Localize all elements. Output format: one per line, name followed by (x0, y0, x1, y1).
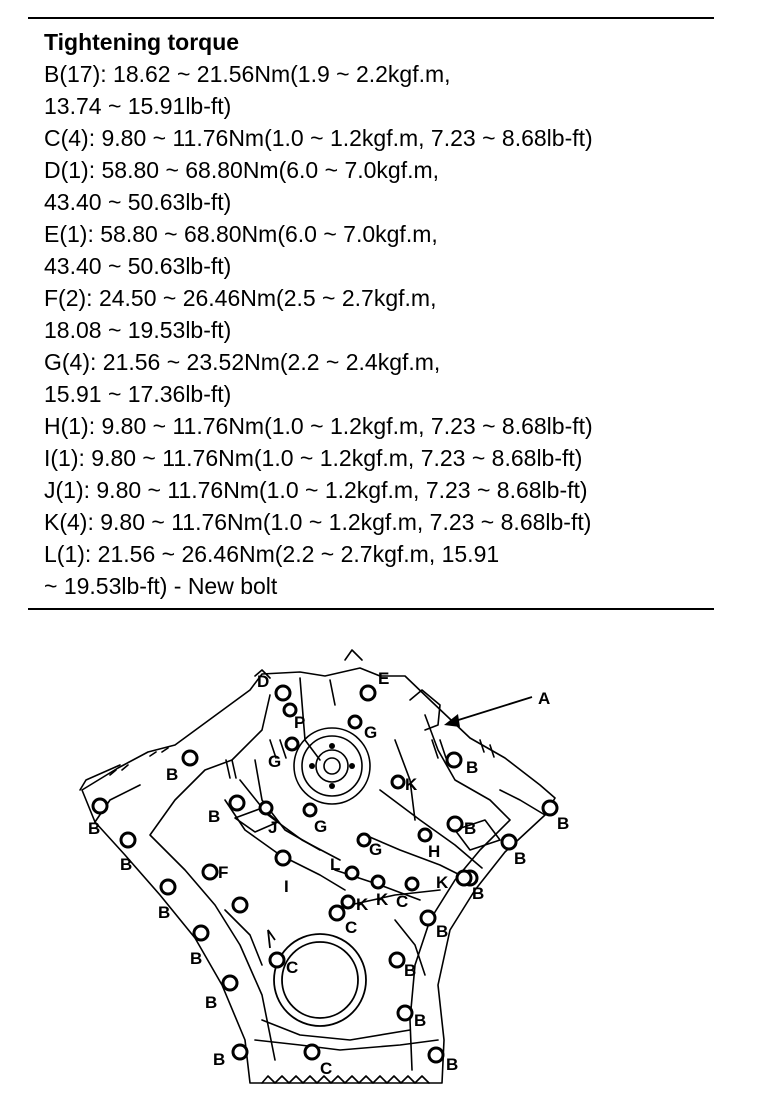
callout-g: G (314, 817, 328, 836)
callout-g: G (364, 723, 378, 742)
callout-k: K (405, 775, 418, 794)
spec-line: H(1): 9.80 ~ 11.76Nm(1.0 ~ 1.2kgf.m, 7.23 ~ 8.68lb-ft) (44, 413, 593, 439)
callout-b: B (208, 807, 221, 826)
callout-g: G (369, 840, 383, 859)
spec-heading: Tightening torque (44, 29, 240, 55)
spec-line: I(1): 9.80 ~ 11.76Nm(1.0 ~ 1.2kgf.m, 7.23 ~ 8.68lb-ft) (44, 445, 583, 471)
callout-c: C (396, 892, 409, 911)
callout-b: B (166, 765, 179, 784)
spec-line: C(4): 9.80 ~ 11.76Nm(1.0 ~ 1.2kgf.m, 7.23 ~ 8.68lb-ft) (44, 125, 593, 151)
spec-line: 43.40 ~ 50.63lb-ft) (44, 189, 232, 215)
spec-line: ~ 19.53lb-ft) - New bolt (44, 573, 278, 599)
callout-c: C (320, 1059, 333, 1078)
callout-d: D (257, 672, 270, 691)
top-rule (28, 17, 714, 19)
leader-arrow-a (444, 697, 532, 727)
callout-b: B (414, 1011, 427, 1030)
spec-line: K(4): 9.80 ~ 11.76Nm(1.0 ~ 1.2kgf.m, 7.23 ~ 8.68lb-ft) (44, 509, 592, 535)
callout-b: B (205, 993, 218, 1012)
callout-b: B (466, 758, 479, 777)
callout-k: K (356, 895, 369, 914)
spec-line: J(1): 9.80 ~ 11.76Nm(1.0 ~ 1.2kgf.m, 7.23 ~ 8.68lb-ft) (44, 477, 588, 503)
callout-e: E (378, 669, 390, 688)
spec-line: B(17): 18.62 ~ 21.56Nm(1.9 ~ 2.2kgf.m, (44, 61, 451, 87)
callout-b: B (514, 849, 527, 868)
spec-line: F(2): 24.50 ~ 26.46Nm(2.5 ~ 2.7kgf.m, (44, 285, 437, 311)
spec-line: 43.40 ~ 50.63lb-ft) (44, 253, 232, 279)
callout-c: C (286, 958, 299, 977)
callout-b: B (464, 819, 477, 838)
callout-l: L (330, 855, 341, 874)
callout-b: B (213, 1050, 226, 1069)
callout-b: B (436, 922, 449, 941)
callout-b: B (472, 884, 485, 903)
callout-i: I (284, 877, 289, 896)
callout-k: K (376, 890, 389, 909)
callout-b: B (557, 814, 570, 833)
callout-c: C (345, 918, 358, 937)
callout-b: B (404, 961, 417, 980)
torque-spec (44, 26, 724, 602)
spec-line: E(1): 58.80 ~ 68.80Nm(6.0 ~ 7.0kgf.m, (44, 221, 438, 247)
callout-f: F (218, 863, 229, 882)
callout-k: K (436, 873, 449, 892)
spec-line: 13.74 ~ 15.91lb-ft) (44, 93, 232, 119)
callout-g: G (268, 752, 282, 771)
callout-b: B (120, 855, 133, 874)
cam-sprocket (294, 728, 370, 804)
timing-cover-diagram (0, 640, 768, 1100)
callout-b: B (88, 819, 101, 838)
spec-line: 18.08 ~ 19.53lb-ft) (44, 317, 232, 343)
callout-b: B (190, 949, 203, 968)
bottom-rule (28, 608, 714, 610)
spec-line: G(4): 21.56 ~ 23.52Nm(2.2 ~ 2.4kgf.m, (44, 349, 441, 375)
callout-h: H (428, 842, 441, 861)
callout-p: P (294, 713, 306, 732)
callout-a: A (538, 689, 551, 708)
spec-line: D(1): 58.80 ~ 68.80Nm(6.0 ~ 7.0kgf.m, (44, 157, 440, 183)
crank-seal-bore (268, 930, 366, 1026)
callout-b: B (446, 1055, 459, 1074)
spec-line: L(1): 21.56 ~ 26.46Nm(2.2 ~ 2.7kgf.m, 15.91 (44, 541, 500, 567)
callout-j: J (268, 818, 278, 837)
callout-b: B (158, 903, 171, 922)
spec-line: 15.91 ~ 17.36lb-ft) (44, 381, 232, 407)
